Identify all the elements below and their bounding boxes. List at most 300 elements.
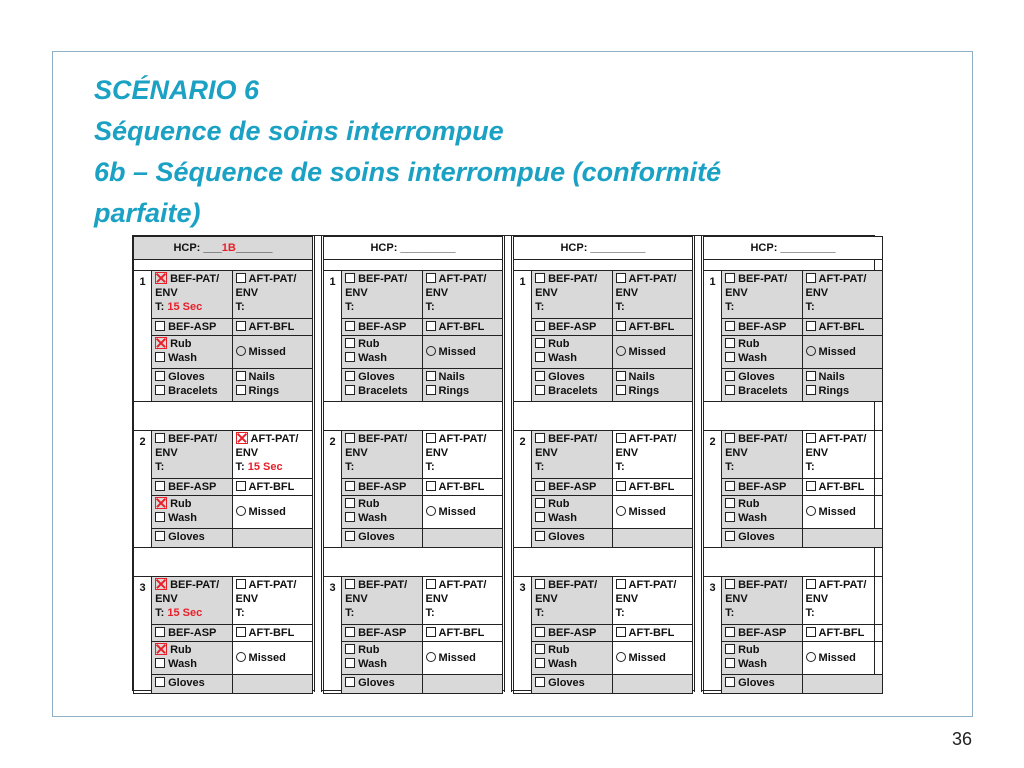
aft-pat-cell[interactable] xyxy=(232,431,312,479)
bef-pat-cell[interactable] xyxy=(152,431,232,479)
gloves-label: Gloves xyxy=(168,531,205,543)
checkbox-icon[interactable] xyxy=(426,481,436,491)
aft-pat-cell[interactable] xyxy=(802,577,882,625)
time-value: 15 Sec xyxy=(167,301,203,313)
header-row xyxy=(704,237,883,260)
block-row xyxy=(134,675,313,694)
checkbox-icon[interactable] xyxy=(725,352,735,362)
checkbox-icon[interactable] xyxy=(725,579,735,589)
rub-wash-cell[interactable] xyxy=(722,336,802,369)
bef-asp-cell[interactable] xyxy=(342,319,422,336)
t-label: T: xyxy=(155,301,165,313)
hcp-observation-table xyxy=(133,236,313,692)
hcp-header[interactable] xyxy=(704,237,883,260)
aft-pat-cell[interactable] xyxy=(612,431,692,479)
checkbox-icon[interactable] xyxy=(345,579,355,589)
wash-label: Wash xyxy=(738,512,768,524)
checkbox-icon[interactable] xyxy=(155,433,165,443)
checkbox-icon[interactable] xyxy=(535,658,545,668)
missed-cell[interactable] xyxy=(612,336,692,369)
radio-icon[interactable] xyxy=(806,506,816,516)
table-divider xyxy=(504,236,512,692)
spacer xyxy=(514,548,693,577)
rub-wash-cell[interactable] xyxy=(532,642,612,675)
bef-pat-label: BEF-PAT/ xyxy=(738,273,788,285)
missed-cell[interactable] xyxy=(422,496,502,529)
checkbox-icon[interactable] xyxy=(426,385,436,395)
bef-pat-label: BEF-PAT/ xyxy=(358,433,408,445)
bef-asp-cell[interactable] xyxy=(152,479,232,496)
checkbox-icon[interactable] xyxy=(236,371,246,381)
missed-cell[interactable] xyxy=(802,642,882,675)
aft-bfl-cell[interactable] xyxy=(802,319,882,336)
checked-checkbox-icon[interactable] xyxy=(236,432,248,444)
checkbox-icon[interactable] xyxy=(725,627,735,637)
checkbox-icon[interactable] xyxy=(616,371,626,381)
aft-bfl-cell[interactable] xyxy=(802,479,882,496)
gloves-bracelets-cell[interactable] xyxy=(532,369,612,402)
aft-bfl-label: AFT-BFL xyxy=(248,321,295,333)
checkbox-icon[interactable] xyxy=(725,481,735,491)
block-row xyxy=(514,369,693,402)
wash-label: Wash xyxy=(548,512,578,524)
checkbox-icon[interactable] xyxy=(806,433,816,443)
bef-pat-label: BEF-PAT/ xyxy=(170,273,220,285)
t-label: T: xyxy=(345,607,355,619)
missed-cell[interactable] xyxy=(422,336,502,369)
aft-bfl-cell[interactable] xyxy=(232,479,312,496)
checkbox-icon[interactable] xyxy=(535,498,545,508)
aft-pat-cell[interactable] xyxy=(612,577,692,625)
header-row xyxy=(514,237,693,260)
checkbox-icon[interactable] xyxy=(725,273,735,283)
gloves-cell[interactable] xyxy=(342,675,422,694)
missed-label: Missed xyxy=(628,652,666,664)
bef-pat-cell[interactable] xyxy=(722,577,802,625)
observation-grid xyxy=(513,236,693,694)
bef-pat-cell[interactable] xyxy=(722,271,802,319)
bef-pat-cell[interactable] xyxy=(152,577,232,625)
nails-rings-cell[interactable] xyxy=(232,369,312,402)
nails-label: Nails xyxy=(818,371,845,383)
radio-icon[interactable] xyxy=(616,346,626,356)
checkbox-icon[interactable] xyxy=(345,321,355,331)
rings-label: Rings xyxy=(628,385,660,397)
checkbox-icon[interactable] xyxy=(616,321,626,331)
radio-icon[interactable] xyxy=(616,506,626,516)
missed-cell[interactable] xyxy=(232,496,312,529)
aft-pat-label: AFT-PAT/ xyxy=(628,273,677,285)
bef-asp-label: BEF-ASP xyxy=(738,627,787,639)
checkbox-icon[interactable] xyxy=(725,644,735,654)
checkbox-icon[interactable] xyxy=(806,627,816,637)
checkbox-icon[interactable] xyxy=(426,273,436,283)
row-number: 2 xyxy=(514,431,532,548)
checkbox-icon[interactable] xyxy=(806,385,816,395)
checkbox-icon[interactable] xyxy=(725,531,735,541)
checkbox-icon[interactable] xyxy=(725,338,735,348)
empty-cell xyxy=(232,675,312,694)
env-label: ENV xyxy=(155,593,178,605)
bef-asp-cell[interactable] xyxy=(532,479,612,496)
checkbox-icon[interactable] xyxy=(345,433,355,443)
checkbox-icon[interactable] xyxy=(806,579,816,589)
aft-pat-cell[interactable] xyxy=(422,271,502,319)
rub-wash-cell[interactable] xyxy=(152,642,232,675)
checkbox-icon[interactable] xyxy=(155,371,165,381)
aft-bfl-label: AFT-BFL xyxy=(438,627,485,639)
observation-grid xyxy=(703,236,883,694)
checkbox-icon[interactable] xyxy=(535,531,545,541)
block-row xyxy=(134,271,313,319)
hcp-header[interactable] xyxy=(134,237,313,260)
t-label: T: xyxy=(535,461,545,473)
checkbox-icon[interactable] xyxy=(616,579,626,589)
checkbox-icon[interactable] xyxy=(426,627,436,637)
checkbox-icon[interactable] xyxy=(535,321,545,331)
bef-pat-label: BEF-PAT/ xyxy=(548,433,598,445)
checkbox-icon[interactable] xyxy=(155,658,165,668)
aft-bfl-cell[interactable] xyxy=(232,625,312,642)
aft-bfl-label: AFT-BFL xyxy=(438,481,485,493)
row-number: 2 xyxy=(324,431,342,548)
checkbox-icon[interactable] xyxy=(426,433,436,443)
bef-pat-cell[interactable] xyxy=(722,431,802,479)
checkbox-icon[interactable] xyxy=(426,371,436,381)
gloves-bracelets-cell[interactable] xyxy=(152,369,232,402)
radio-icon[interactable] xyxy=(806,652,816,662)
spacer xyxy=(704,402,883,431)
radio-icon[interactable] xyxy=(236,652,246,662)
checkbox-icon[interactable] xyxy=(616,481,626,491)
checkbox-icon[interactable] xyxy=(155,512,165,522)
wash-label: Wash xyxy=(168,512,198,524)
wash-label: Wash xyxy=(358,512,388,524)
aft-bfl-label: AFT-BFL xyxy=(628,627,675,639)
checkbox-icon[interactable] xyxy=(616,273,626,283)
checkbox-icon[interactable] xyxy=(236,385,246,395)
t-label: T: xyxy=(805,461,815,473)
checkbox-icon[interactable] xyxy=(345,644,355,654)
rings-label: Rings xyxy=(818,385,850,397)
rub-label: Rub xyxy=(738,498,760,510)
missed-cell[interactable] xyxy=(422,642,502,675)
checkbox-icon[interactable] xyxy=(426,579,436,589)
gloves-cell[interactable] xyxy=(532,675,612,694)
checkbox-icon[interactable] xyxy=(345,273,355,283)
checkbox-icon[interactable] xyxy=(535,433,545,443)
nails-rings-cell[interactable] xyxy=(802,369,882,402)
observation-grid xyxy=(133,236,313,694)
radio-icon[interactable] xyxy=(806,346,816,356)
checkbox-icon[interactable] xyxy=(535,385,545,395)
aft-bfl-cell[interactable] xyxy=(422,625,502,642)
wash-label: Wash xyxy=(738,658,768,670)
row-number: 1 xyxy=(134,271,152,402)
block-row xyxy=(134,625,313,642)
aft-bfl-label: AFT-BFL xyxy=(818,481,865,493)
missed-cell[interactable] xyxy=(612,496,692,529)
checkbox-icon[interactable] xyxy=(345,385,355,395)
checkbox-icon[interactable] xyxy=(725,677,735,687)
bef-pat-label: BEF-PAT/ xyxy=(738,579,788,591)
checkbox-icon[interactable] xyxy=(725,498,735,508)
nails-rings-cell[interactable] xyxy=(422,369,502,402)
radio-icon[interactable] xyxy=(426,346,436,356)
checkbox-icon[interactable] xyxy=(535,644,545,654)
bef-pat-cell[interactable] xyxy=(342,431,422,479)
aft-pat-cell[interactable] xyxy=(232,577,312,625)
checkbox-icon[interactable] xyxy=(535,677,545,687)
rub-wash-cell[interactable] xyxy=(152,336,232,369)
aft-pat-label: AFT-PAT/ xyxy=(438,433,487,445)
gloves-label: Gloves xyxy=(358,531,395,543)
checkbox-icon[interactable] xyxy=(806,481,816,491)
nails-rings-cell[interactable] xyxy=(612,369,692,402)
checkbox-icon[interactable] xyxy=(616,627,626,637)
checkbox-icon[interactable] xyxy=(806,321,816,331)
rub-label: Rub xyxy=(738,644,760,656)
checkbox-icon[interactable] xyxy=(345,371,355,381)
checkbox-icon[interactable] xyxy=(155,321,165,331)
checkbox-icon[interactable] xyxy=(535,352,545,362)
gloves-label: Gloves xyxy=(168,677,205,689)
bef-pat-label: BEF-PAT/ xyxy=(358,273,408,285)
block-row xyxy=(704,496,883,529)
bef-pat-cell[interactable] xyxy=(342,271,422,319)
gloves-label: Gloves xyxy=(358,371,395,383)
title-line-3: 6b – Séquence de soins interrompue (conformité xyxy=(94,157,722,187)
bef-asp-cell[interactable] xyxy=(532,625,612,642)
bef-pat-cell[interactable] xyxy=(152,271,232,319)
checkbox-icon[interactable] xyxy=(725,433,735,443)
aft-bfl-label: AFT-BFL xyxy=(818,627,865,639)
checkbox-icon[interactable] xyxy=(345,512,355,522)
aft-bfl-cell[interactable] xyxy=(612,479,692,496)
rub-wash-cell[interactable] xyxy=(342,336,422,369)
env-label: ENV xyxy=(805,593,829,605)
row-number: 3 xyxy=(134,577,152,694)
checkbox-icon[interactable] xyxy=(155,531,165,541)
bef-asp-cell[interactable] xyxy=(342,625,422,642)
aft-bfl-cell[interactable] xyxy=(612,625,692,642)
block-row xyxy=(704,319,883,336)
checkbox-icon[interactable] xyxy=(725,371,735,381)
radio-icon[interactable] xyxy=(236,346,246,356)
checkbox-icon[interactable] xyxy=(616,385,626,395)
radio-icon[interactable] xyxy=(236,506,246,516)
hcp-header[interactable] xyxy=(514,237,693,260)
checkbox-icon[interactable] xyxy=(236,481,246,491)
block-row xyxy=(514,271,693,319)
checkbox-icon[interactable] xyxy=(345,627,355,637)
t-label: T: xyxy=(805,607,815,619)
checkbox-icon[interactable] xyxy=(535,512,545,522)
table-divider xyxy=(314,236,322,692)
block-row xyxy=(324,271,503,319)
rub-wash-cell[interactable] xyxy=(342,642,422,675)
missed-cell[interactable] xyxy=(802,336,882,369)
checkbox-icon[interactable] xyxy=(236,579,246,589)
header-row xyxy=(324,237,503,260)
checkbox-icon[interactable] xyxy=(155,677,165,687)
gloves-bracelets-cell[interactable] xyxy=(342,369,422,402)
gloves-bracelets-cell[interactable] xyxy=(722,369,802,402)
aft-bfl-label: AFT-BFL xyxy=(818,321,865,333)
bef-asp-label: BEF-ASP xyxy=(548,321,597,333)
bef-pat-cell[interactable] xyxy=(532,577,612,625)
checkbox-icon[interactable] xyxy=(535,338,545,348)
block-row xyxy=(704,577,883,625)
checkbox-icon[interactable] xyxy=(345,352,355,362)
env-label: ENV xyxy=(725,287,748,299)
bracelets-label: Bracelets xyxy=(168,385,218,397)
checked-checkbox-icon[interactable] xyxy=(155,337,167,349)
gloves-cell[interactable] xyxy=(152,529,232,548)
checkbox-icon[interactable] xyxy=(535,371,545,381)
aft-bfl-cell[interactable] xyxy=(232,319,312,336)
bef-asp-cell[interactable] xyxy=(722,625,802,642)
rub-label: Rub xyxy=(738,338,760,350)
checkbox-icon[interactable] xyxy=(155,627,165,637)
wash-label: Wash xyxy=(358,352,388,364)
radio-icon[interactable] xyxy=(426,652,436,662)
checkbox-icon[interactable] xyxy=(725,512,735,522)
bef-pat-label: BEF-PAT/ xyxy=(358,579,408,591)
block-row xyxy=(324,319,503,336)
block-row xyxy=(514,577,693,625)
bef-asp-cell[interactable] xyxy=(152,319,232,336)
gloves-cell[interactable] xyxy=(342,529,422,548)
checked-checkbox-icon[interactable] xyxy=(155,643,167,655)
bef-asp-cell[interactable] xyxy=(722,479,802,496)
checkbox-icon[interactable] xyxy=(236,321,246,331)
rub-label: Rub xyxy=(548,644,570,656)
block-row xyxy=(134,577,313,625)
missed-cell[interactable] xyxy=(612,642,692,675)
gloves-cell[interactable] xyxy=(152,675,232,694)
rub-wash-cell[interactable] xyxy=(152,496,232,529)
bef-asp-cell[interactable] xyxy=(532,319,612,336)
checkbox-icon[interactable] xyxy=(616,433,626,443)
checkbox-icon[interactable] xyxy=(806,273,816,283)
aft-pat-cell[interactable] xyxy=(802,431,882,479)
spacer xyxy=(324,402,503,431)
rub-wash-cell[interactable] xyxy=(722,642,802,675)
t-label: T: xyxy=(535,607,545,619)
spacer-row xyxy=(134,260,313,271)
radio-icon[interactable] xyxy=(426,506,436,516)
env-label: ENV xyxy=(725,447,748,459)
aft-pat-cell[interactable] xyxy=(232,271,312,319)
checkbox-icon[interactable] xyxy=(535,579,545,589)
gloves-cell[interactable] xyxy=(722,529,802,548)
aft-pat-cell[interactable] xyxy=(422,431,502,479)
checkbox-icon[interactable] xyxy=(535,273,545,283)
bef-asp-label: BEF-ASP xyxy=(358,321,407,333)
aft-pat-cell[interactable] xyxy=(802,271,882,319)
checkbox-icon[interactable] xyxy=(535,481,545,491)
aft-bfl-cell[interactable] xyxy=(422,479,502,496)
checkbox-icon[interactable] xyxy=(345,658,355,668)
gloves-cell[interactable] xyxy=(722,675,802,694)
missed-label: Missed xyxy=(438,652,476,664)
checkbox-icon[interactable] xyxy=(345,677,355,687)
checkbox-icon[interactable] xyxy=(345,481,355,491)
block-row xyxy=(704,479,883,496)
checkbox-icon[interactable] xyxy=(345,338,355,348)
bef-asp-cell[interactable] xyxy=(152,625,232,642)
block-row xyxy=(704,369,883,402)
checkbox-icon[interactable] xyxy=(345,498,355,508)
bef-asp-cell[interactable] xyxy=(722,319,802,336)
block-row xyxy=(514,319,693,336)
checkbox-icon[interactable] xyxy=(155,481,165,491)
gloves-label: Gloves xyxy=(738,677,775,689)
radio-icon[interactable] xyxy=(616,652,626,662)
aft-bfl-cell[interactable] xyxy=(612,319,692,336)
hcp-header[interactable] xyxy=(324,237,503,260)
checkbox-icon[interactable] xyxy=(535,627,545,637)
checkbox-icon[interactable] xyxy=(725,658,735,668)
t-label: T: xyxy=(725,607,735,619)
missed-cell[interactable] xyxy=(232,336,312,369)
row-number: 1 xyxy=(514,271,532,402)
checkbox-icon[interactable] xyxy=(345,531,355,541)
bef-pat-cell[interactable] xyxy=(532,431,612,479)
missed-label: Missed xyxy=(628,346,666,358)
rub-wash-cell[interactable] xyxy=(342,496,422,529)
checkbox-icon[interactable] xyxy=(236,273,246,283)
checkbox-icon[interactable] xyxy=(236,627,246,637)
slide-title xyxy=(94,70,814,234)
checked-checkbox-icon[interactable] xyxy=(155,497,167,509)
gloves-cell[interactable] xyxy=(532,529,612,548)
spacer xyxy=(704,548,883,577)
bef-pat-cell[interactable] xyxy=(532,271,612,319)
aft-pat-cell[interactable] xyxy=(422,577,502,625)
gloves-label: Gloves xyxy=(548,677,585,689)
checkbox-icon[interactable] xyxy=(426,321,436,331)
missed-cell[interactable] xyxy=(802,496,882,529)
rub-wash-cell[interactable] xyxy=(722,496,802,529)
rub-wash-cell[interactable] xyxy=(532,336,612,369)
observation-grid xyxy=(323,236,503,694)
bef-asp-cell[interactable] xyxy=(342,479,422,496)
aft-bfl-cell[interactable] xyxy=(422,319,502,336)
aft-pat-label: AFT-PAT/ xyxy=(818,579,867,591)
checkbox-icon[interactable] xyxy=(806,371,816,381)
checkbox-icon[interactable] xyxy=(155,385,165,395)
empty-cell xyxy=(802,529,882,548)
spacer-row xyxy=(324,548,503,577)
rub-wash-cell[interactable] xyxy=(532,496,612,529)
aft-bfl-cell[interactable] xyxy=(802,625,882,642)
checkbox-icon[interactable] xyxy=(155,352,165,362)
block-row xyxy=(704,431,883,479)
checked-checkbox-icon[interactable] xyxy=(155,578,167,590)
block-row xyxy=(514,675,693,694)
env-label: ENV xyxy=(345,287,368,299)
checkbox-icon[interactable] xyxy=(725,385,735,395)
aft-pat-cell[interactable] xyxy=(612,271,692,319)
env-label: ENV xyxy=(425,593,449,605)
missed-cell[interactable] xyxy=(232,642,312,675)
checked-checkbox-icon[interactable] xyxy=(155,272,167,284)
env-label: ENV xyxy=(615,287,639,299)
bef-pat-cell[interactable] xyxy=(342,577,422,625)
checkbox-icon[interactable] xyxy=(725,321,735,331)
